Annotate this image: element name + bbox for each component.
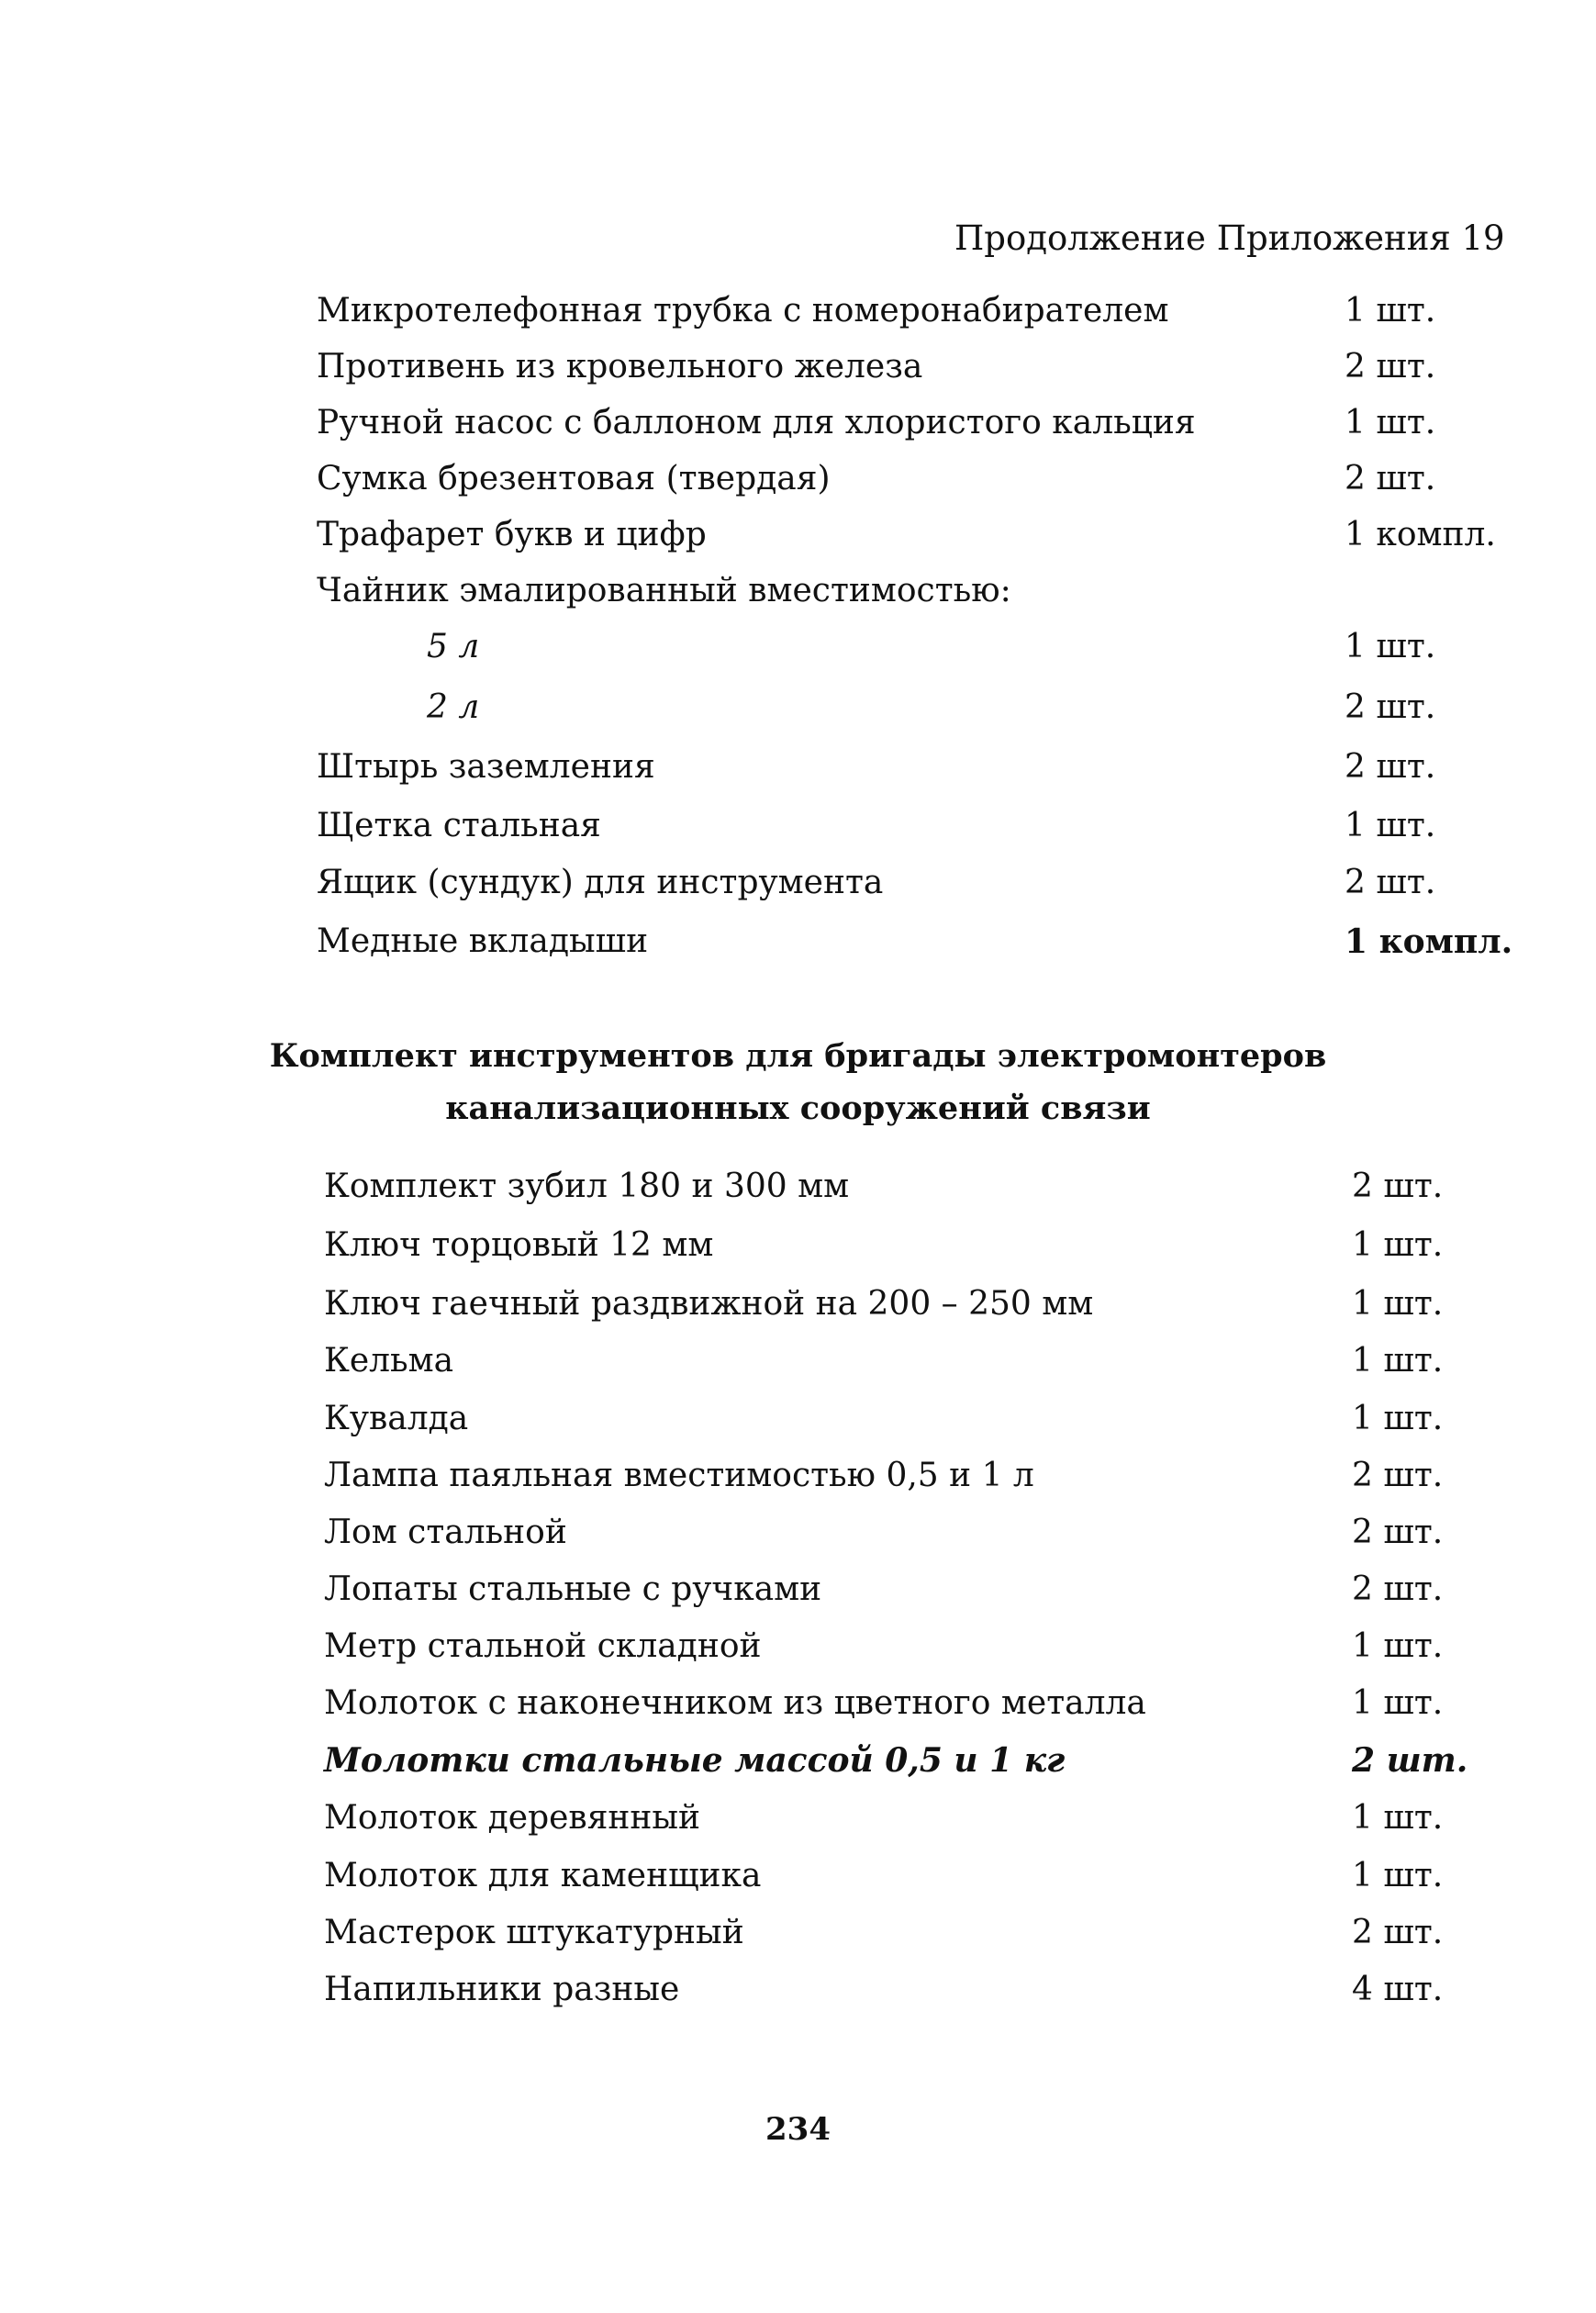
list-item bbox=[0, 404, 1596, 448]
list-item bbox=[0, 1684, 1596, 1728]
item-name: Молоток для каменщика bbox=[324, 1857, 762, 1894]
list-item bbox=[0, 1285, 1596, 1329]
item-name: Лампа паяльная вместимостью 0,5 и 1 л bbox=[324, 1457, 1034, 1494]
section-title-line-2: канализационных сооружений связи bbox=[445, 1089, 1151, 1127]
item-quantity: 2 шт. bbox=[1345, 748, 1436, 786]
list-item bbox=[0, 460, 1596, 504]
list-item bbox=[0, 864, 1596, 908]
list-item bbox=[0, 1457, 1596, 1501]
item-name: Молоток с наконечником из цветного металла bbox=[324, 1684, 1146, 1722]
item-quantity: 2 шт. bbox=[1352, 1457, 1444, 1494]
item-name: Сумка брезентовая (твердая) bbox=[317, 460, 831, 497]
item-name: Мастерок штукатурный bbox=[324, 1914, 744, 1951]
item-name: Лопаты стальные с ручками bbox=[324, 1570, 822, 1608]
list-item bbox=[0, 1570, 1596, 1615]
list-item bbox=[0, 1514, 1596, 1558]
list-item bbox=[0, 1627, 1596, 1671]
item-name: Штырь заземления bbox=[317, 748, 655, 786]
appendix-continuation-header: Продолжение Приложения 19 bbox=[954, 218, 1505, 258]
list-item bbox=[0, 1914, 1596, 1958]
item-quantity: 2 шт. bbox=[1345, 688, 1436, 726]
item-quantity: 1 компл. bbox=[1345, 516, 1496, 553]
item-quantity: 1 шт. bbox=[1352, 1285, 1444, 1323]
item-quantity: 1 шт. bbox=[1352, 1226, 1444, 1264]
item-quantity: 2 шт. bbox=[1352, 1168, 1444, 1205]
item-name: Трафарет букв и цифр bbox=[317, 516, 707, 553]
item-quantity: 1 шт. bbox=[1352, 1627, 1444, 1665]
item-quantity: 2 шт. bbox=[1345, 460, 1436, 497]
item-quantity: 2 шт. bbox=[1352, 1570, 1444, 1608]
list-item bbox=[0, 572, 1596, 616]
list-item bbox=[0, 1400, 1596, 1444]
list-item bbox=[0, 807, 1596, 851]
item-name: Ключ гаечный раздвижной на 200 – 250 мм bbox=[324, 1285, 1094, 1323]
list-item bbox=[0, 348, 1596, 392]
item-quantity: 2 шт. bbox=[1352, 1914, 1444, 1951]
item-name: Метр стальной складной bbox=[324, 1627, 762, 1665]
item-quantity: 1 шт. bbox=[1352, 1684, 1444, 1722]
item-quantity: 1 шт. bbox=[1345, 292, 1436, 330]
list-item bbox=[0, 292, 1596, 336]
list-item bbox=[0, 628, 1596, 672]
list-item bbox=[0, 1342, 1596, 1386]
item-name: Ручной насос с баллоном для хлористого кальция bbox=[317, 404, 1196, 441]
item-name: Молоток деревянный bbox=[324, 1799, 701, 1837]
item-name: Ключ торцовый 12 мм bbox=[324, 1226, 714, 1264]
item-quantity: 1 шт. bbox=[1352, 1342, 1444, 1380]
item-quantity: 1 компл. bbox=[1345, 922, 1513, 961]
item-name: Противень из кровельного железа bbox=[317, 348, 923, 386]
item-name: Кельма bbox=[324, 1342, 454, 1380]
item-quantity: 2 шт. bbox=[1352, 1741, 1468, 1780]
item-name: Лом стальной bbox=[324, 1514, 567, 1551]
item-quantity: 2 шт. bbox=[1345, 864, 1436, 901]
item-quantity: 1 шт. bbox=[1352, 1799, 1444, 1837]
item-name: Чайник эмалированный вместимостью: bbox=[317, 572, 1011, 609]
item-quantity: 2 шт. bbox=[1345, 348, 1436, 386]
list-item bbox=[0, 1799, 1596, 1843]
item-quantity: 1 шт. bbox=[1352, 1857, 1444, 1894]
item-name: Напильники разные bbox=[324, 1971, 680, 2008]
page-number: 234 bbox=[765, 2111, 831, 2148]
item-name: Молотки стальные массой 0,5 и 1 кг bbox=[324, 1741, 1066, 1780]
list-item bbox=[0, 922, 1596, 967]
item-name: 5 л bbox=[427, 628, 480, 665]
item-name: 2 л bbox=[427, 688, 480, 726]
item-quantity: 1 шт. bbox=[1345, 404, 1436, 441]
item-name: Кувалда bbox=[324, 1400, 469, 1437]
list-item bbox=[0, 688, 1596, 732]
item-quantity: 1 шт. bbox=[1345, 807, 1436, 844]
list-item bbox=[0, 1857, 1596, 1901]
list-item bbox=[0, 748, 1596, 792]
item-name: Ящик (сундук) для инструмента bbox=[317, 864, 884, 901]
list-item bbox=[0, 1971, 1596, 2015]
item-name: Медные вкладыши bbox=[317, 922, 649, 960]
list-item bbox=[0, 1168, 1596, 1212]
item-quantity: 4 шт. bbox=[1352, 1971, 1444, 2008]
item-quantity: 1 шт. bbox=[1345, 628, 1436, 665]
item-name: Микротелефонная трубка с номеронабирателем bbox=[317, 292, 1169, 330]
item-name: Щетка стальная bbox=[317, 807, 601, 844]
item-quantity: 2 шт. bbox=[1352, 1514, 1444, 1551]
section-title-line-1: Комплект инструментов для бригады электромонтеров bbox=[269, 1037, 1327, 1075]
list-item bbox=[0, 1226, 1596, 1270]
list-item bbox=[0, 1741, 1596, 1785]
list-item bbox=[0, 516, 1596, 560]
item-name: Комплект зубил 180 и 300 мм bbox=[324, 1168, 850, 1205]
item-quantity: 1 шт. bbox=[1352, 1400, 1444, 1437]
